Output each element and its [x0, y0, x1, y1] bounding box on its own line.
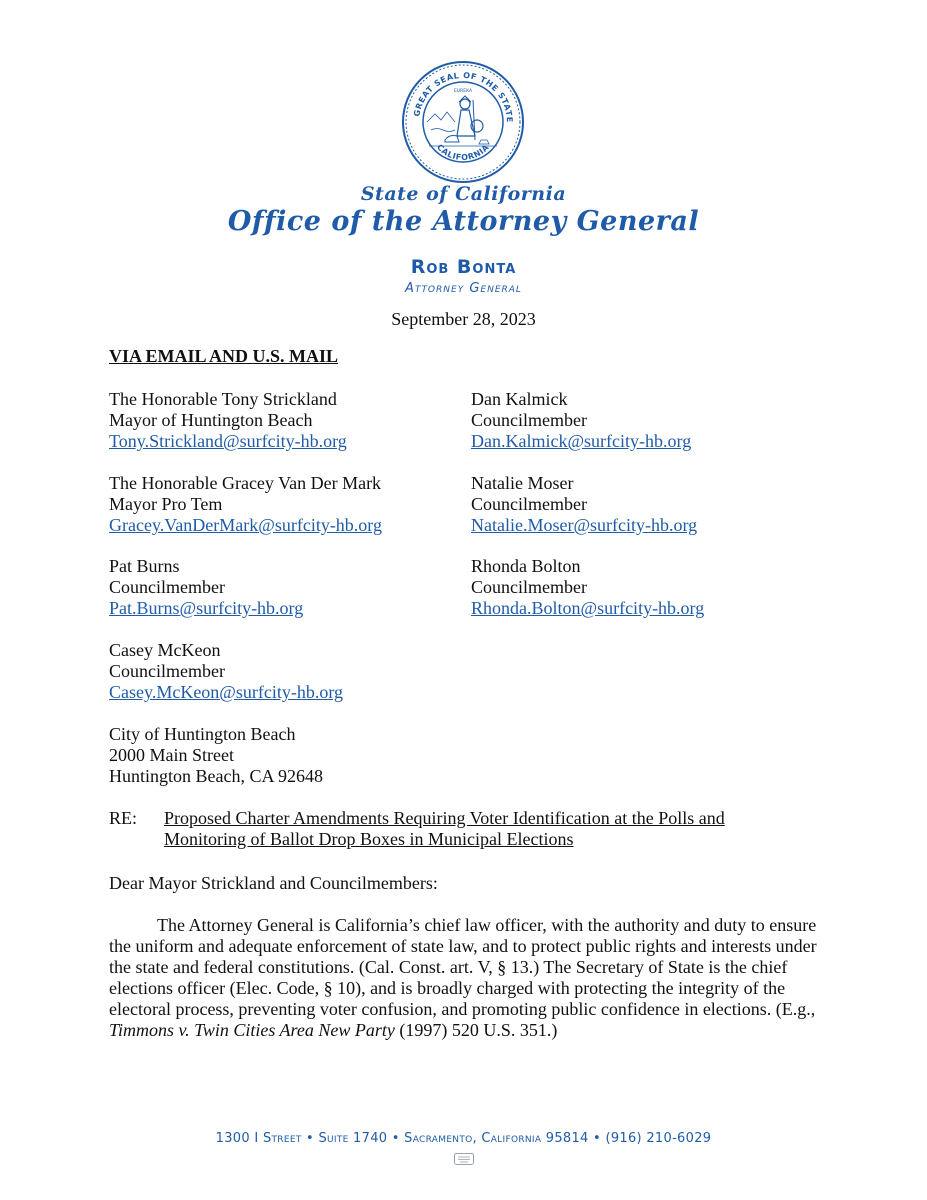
- recipient-email-link[interactable]: Pat.Burns@surfcity-hb.org: [109, 598, 304, 618]
- recipient-block: [109, 473, 382, 536]
- paragraph-text-end: (1997) 520 U.S. 351.): [394, 1020, 558, 1040]
- recipient-name: Casey McKeon: [109, 640, 221, 660]
- recipient-name: Dan Kalmick: [471, 389, 568, 409]
- svg-text:CALIFORNIA: CALIFORNIA: [435, 142, 491, 163]
- california-state-seal-icon: [401, 60, 525, 184]
- recipient-role: Mayor Pro Tem: [109, 494, 223, 514]
- case-citation: Timmons v. Twin Cities Area New Party: [109, 1020, 395, 1040]
- recipient-role: Councilmember: [471, 410, 587, 430]
- recipient-block: [109, 389, 347, 452]
- recipient-name: Natalie Moser: [471, 473, 574, 493]
- recipient-name: The Honorable Tony Strickland: [109, 389, 337, 409]
- attorney-general-title: Attorney General: [405, 281, 522, 296]
- recipient-block: [471, 473, 697, 536]
- recipient-role: Councilmember: [471, 577, 587, 597]
- address-line: Huntington Beach, CA 92648: [109, 766, 323, 786]
- address-line: City of Huntington Beach: [109, 724, 296, 744]
- recipient-role: Councilmember: [109, 661, 225, 681]
- letter-date: September 28, 2023: [391, 309, 536, 329]
- recipient-name: The Honorable Gracey Van Der Mark: [109, 473, 382, 493]
- delivery-method: VIA EMAIL AND U.S. MAIL: [109, 346, 339, 366]
- recipient-name: Pat Burns: [109, 556, 180, 576]
- address-line: 2000 Main Street: [109, 745, 234, 765]
- recipient-email-link[interactable]: Rhonda.Bolton@surfcity-hb.org: [471, 598, 705, 618]
- recipient-email-link[interactable]: Gracey.VanDerMark@surfcity-hb.org: [109, 515, 382, 535]
- state-name: State of California: [360, 183, 567, 205]
- recipient-role: Councilmember: [471, 494, 587, 514]
- recipient-email-link[interactable]: Casey.McKeon@surfcity-hb.org: [109, 682, 344, 702]
- re-label: RE:: [109, 808, 138, 828]
- paragraph-text: The Attorney General is California’s chief law officer, with the authority and duty to ensure the uniform and adequate enforcement of state law, and to protect public rights and interests under the state and federal constitutions. (Cal. Const. art. V, § 13.) The Secretary of State is the chief elections officer (Elec. Code, § 10), and is broadly charged with protecting the integrity of the electoral process, preventing voter confusion, and promoting public confidence in elections. (E.g.,: [109, 915, 817, 1019]
- recipient-email-link[interactable]: Tony.Strickland@surfcity-hb.org: [109, 431, 347, 451]
- footer-address: 1300 I Street • Suite 1740 • Sacramento, California 95814 • (916) 210-6029: [215, 1131, 712, 1146]
- recipient-email-link[interactable]: Dan.Kalmick@surfcity-hb.org: [471, 431, 692, 451]
- union-label-icon: [454, 1152, 474, 1164]
- body-paragraph: [109, 915, 825, 1041]
- recipient-block: [471, 556, 704, 619]
- recipient-role: Mayor of Huntington Beach: [109, 410, 313, 430]
- recipient-role: Councilmember: [109, 577, 225, 597]
- recipient-name: Rhonda Bolton: [471, 556, 581, 576]
- attorney-general-name: Rob Bonta: [410, 256, 517, 278]
- svg-text:THE GREAT SEAL OF THE STATE OF: GREAT SEAL OF THE STATE: [412, 70, 515, 124]
- recipient-block: [109, 640, 343, 703]
- recipient-email-link[interactable]: Natalie.Moser@surfcity-hb.org: [471, 515, 698, 535]
- salutation: Dear Mayor Strickland and Councilmembers:: [109, 873, 438, 893]
- re-subject: Proposed Charter Amendments Requiring Voter Identification at the Polls and Monitoring of Ballot Drop Boxes in Municipal Elections: [164, 808, 725, 849]
- city-address: [109, 724, 323, 787]
- office-name: Office of the Attorney General: [227, 206, 700, 237]
- recipient-block: [109, 556, 303, 619]
- recipient-block: [471, 389, 691, 452]
- svg-text:EUREKA: EUREKA: [453, 89, 473, 94]
